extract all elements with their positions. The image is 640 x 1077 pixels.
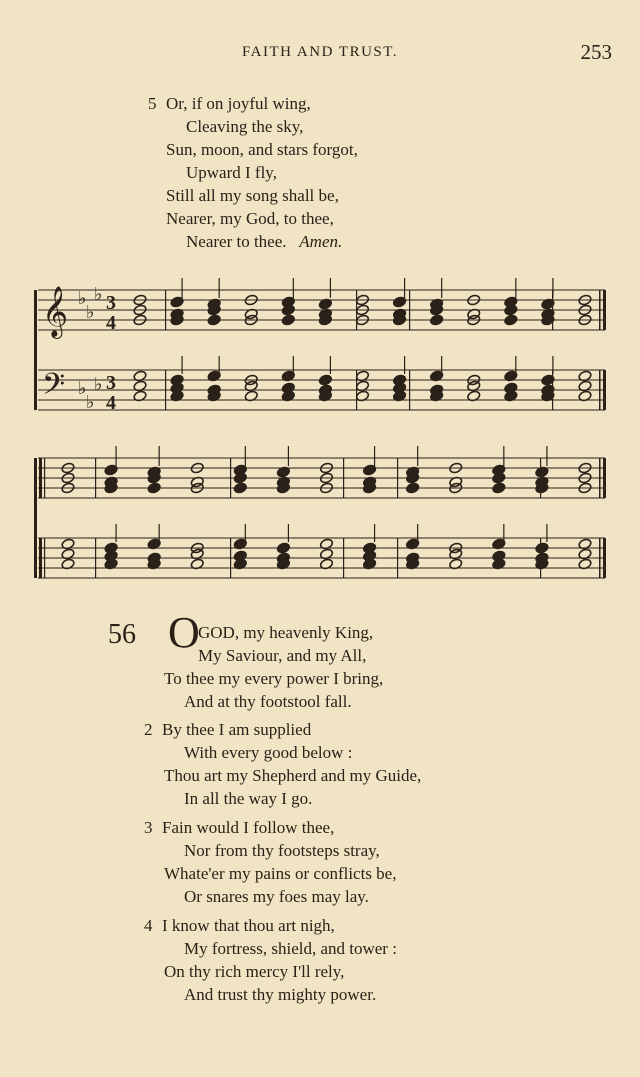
barline [599,538,601,578]
note-head [147,482,161,494]
stanza-1-line1 [198,621,373,644]
flat-icon: ♭ [78,378,87,398]
music-systems [34,278,606,578]
verse-line: On thy rich mercy I'll rely, [164,962,345,981]
barline [44,538,45,578]
barline [95,538,96,578]
barline [165,290,166,330]
note-head [430,314,444,326]
note-head [406,482,420,494]
treble-clef-icon: 𝄞 [42,287,69,336]
barline [603,370,606,410]
music-score [0,268,640,608]
verse-line: And at thy footstool fall. [184,692,352,711]
amen-label: Amen. [299,232,343,251]
verse-line: Upward I fly, [186,163,277,182]
verse-line: Nearer to thee. Amen. [186,232,343,251]
verse-line: Sun, moon, and stars forgot, [166,140,358,159]
barline [599,370,601,410]
barline [165,370,166,410]
time-signature-top: 3 [106,292,116,314]
stanza-5 [148,92,358,253]
verse-line: Whate'er my pains or conflicts be, [164,864,397,883]
barline [95,458,96,498]
stanza-3 [144,816,396,908]
time-signature-top: 3 [106,372,116,394]
flat-icon: ♭ [86,302,95,322]
stanza-2 [144,718,421,810]
verse-line: 4 I know that thou art nigh, [144,916,335,935]
verse-line: Thou art my Shepherd and my Guide, [164,766,422,785]
barline [44,458,45,498]
note-head [318,374,332,386]
verse-line: Nor from thy footsteps stray, [184,841,380,860]
verse-line: Still all my song shall be, [166,186,339,205]
running-header: FAITH AND TRUST. [241,44,399,60]
flat-icon: ♭ [78,288,87,308]
stanza-number: 5 [148,94,157,113]
verse-line: 3 Fain would I follow thee, [144,818,335,837]
barline [603,290,606,330]
barline [397,538,398,578]
hymn-number: 56 [108,619,136,650]
barline [409,370,410,410]
note-head [276,542,290,554]
verse-line: Nearer, my God, to thee, [166,209,334,228]
flat-icon: ♭ [86,392,95,412]
barline [599,458,601,498]
page-number: 253 [580,40,612,64]
verse-line: To thee my every power I bring, [164,669,384,688]
verse-line: 2 By thee I am supplied [144,720,312,739]
barline [230,458,231,498]
barline [397,458,398,498]
stanza-number: 4 [144,916,153,935]
system-bracket [34,458,37,578]
verse-line: 5 Or, if on joyful wing, [148,94,311,113]
time-signature-bottom: 4 [106,312,116,334]
drop-cap: O [168,608,200,657]
time-signature-bottom: 4 [106,392,116,414]
bass-clef-icon: 𝄢 [42,368,66,408]
note-head [492,482,506,494]
verse-line: My Saviour, and my All, [198,646,367,665]
barline [343,458,344,498]
stanza-number: 2 [144,720,153,739]
barline [599,290,601,330]
verse-line: GOD, my heavenly King, [198,623,374,642]
note-head [504,314,518,326]
barline [603,458,606,498]
verse-line: And trust thy mighty power. [184,985,377,1004]
verse-line: In all the way I go. [184,789,313,808]
flat-icon: ♭ [94,374,103,394]
note-head [233,482,247,494]
stanza-number: 3 [144,818,153,837]
barline [343,538,344,578]
stanza-1 [164,644,383,713]
note-head [281,314,295,326]
system-bracket [34,290,37,410]
verse-line: My fortress, shield, and tower : [184,939,397,958]
barline [39,458,42,498]
stanza-4 [144,914,397,1006]
barline [603,538,606,578]
barline [39,538,42,578]
note-head [535,542,549,554]
verse-line: Or snares my foes may lay. [184,887,369,906]
flat-icon: ♭ [94,284,103,304]
verse-line: Cleaving the sky, [186,117,304,136]
barline [230,538,231,578]
note-head [207,314,221,326]
verse-line: With every good below : [184,743,353,762]
barline [409,290,410,330]
